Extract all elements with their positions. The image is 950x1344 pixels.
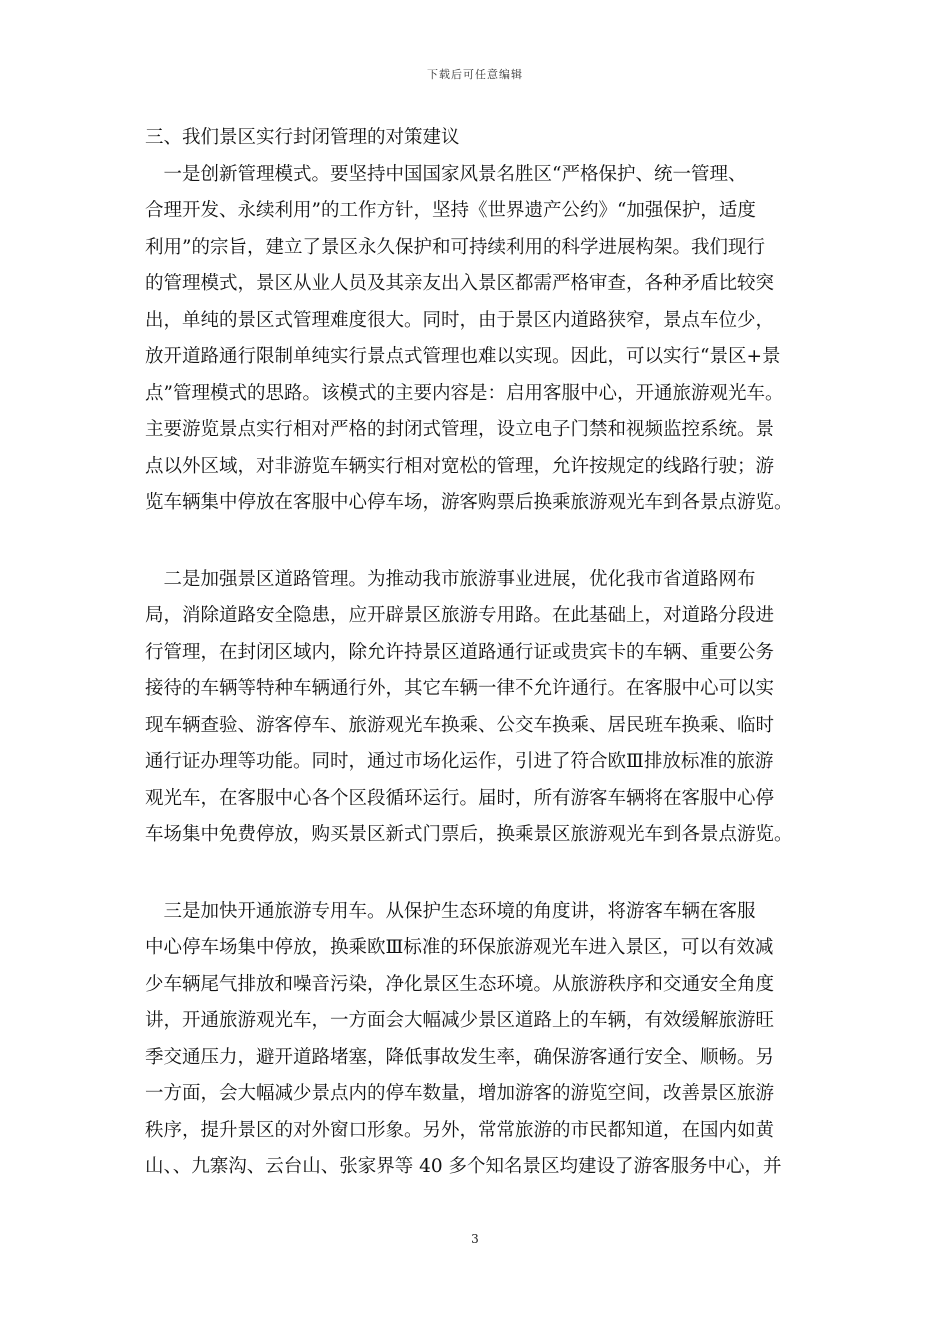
paragraph-line: 通行证办理等功能。同时，通过市场化运作，引进了符合欧Ⅲ排放标准的旅游 [145, 751, 774, 772]
paragraph-3 [145, 894, 825, 1186]
paragraph-line: 利用”的宗旨，建立了景区永久保护和可持续利用的科学进展构架。我们现行 [145, 236, 765, 258]
paragraph-line: 三是加快开通旅游专用车。从保护生态环境的角度讲，将游客车辆在客服 [145, 900, 756, 922]
paragraph-line: 主要游览景点实行相对严格的封闭式管理，设立电子门禁和视频监控系统。景 [145, 419, 775, 440]
paragraph-line: 点”管理模式的思路。该模式的主要内容是：启用客服中心，开通旅游观光车。 [145, 382, 784, 404]
paragraph-line: 少车辆尾气排放和噪音污染，净化景区生态环境。从旅游秩序和交通安全角度 [145, 973, 775, 995]
paragraph-line: 秩序，提升景区的对外窗口形象。另外，常常旅游的市民都知道，在国内如黄 [145, 1119, 775, 1141]
paragraph-line: 中心停车场集中停放，换乘欧Ⅲ标准的环保旅游观光车进入景区，可以有效减 [145, 937, 774, 958]
paragraph-line: 接待的车辆等特种车辆通行外，其它车辆一律不允许通行。在客服中心可以实 [145, 678, 775, 699]
paragraph-line: 出，单纯的景区式管理难度很大。同时，由于景区内道路狭窄，景点车位少， [145, 309, 775, 331]
paragraph-spacer [145, 854, 825, 894]
section-heading: 三、我们景区实行封闭管理的对策建议 [145, 127, 460, 148]
paragraph-line: 放开道路通行限制单纯实行景点式管理也难以实现。因此，可以实行“景区+景 [145, 346, 781, 367]
paragraph-line: 山、、九寨沟、云台山、张家界等 40 多个知名景区均建设了游客服务中心，并 [145, 1156, 782, 1177]
page-number: 3 [471, 1232, 479, 1246]
paragraph-line: 讲，开通旅游观光车，一方面会大幅减少景区道路上的车辆，有效缓解旅游旺 [145, 1010, 775, 1031]
paragraph-line: 二是加强景区道路管理。为推动我市旅游事业进展，优化我市省道路网布 [145, 568, 756, 590]
paragraph-line: 车场集中免费停放，购买景区新式门票后，换乘景区旅游观光车到各景点游览。 [145, 824, 793, 845]
paragraph-line: 现车辆查验、游客停车、旅游观光车换乘、公交车换乘、居民班车换乘、临时 [145, 714, 775, 736]
paragraph-line: 点以外区域，对非游览车辆实行相对宽松的管理，允许按规定的线路行驶；游 [145, 455, 775, 477]
paragraph-line: 的管理模式，景区从业人员及其亲友出入景区都需严格审查，各种矛盾比较突 [145, 273, 775, 294]
paragraph-line: 览车辆集中停放在客服中心停车场，游客购票后换乘旅游观光车到各景点游览。 [145, 492, 793, 513]
paragraph-2 [145, 562, 825, 854]
paragraph-1 [145, 157, 825, 522]
paragraph-line: 一方面，会大幅减少景点内的停车数量，增加游客的游览空间，改善景区旅游 [145, 1083, 775, 1104]
paragraph-line: 季交通压力，避开道路堵塞，降低事故发生率，确保游客通行安全、顺畅。另 [145, 1046, 775, 1068]
paragraph-line: 行管理，在封闭区域内，除允许持景区道路通行证或贵宾卡的车辆、重要公务 [145, 641, 775, 663]
document-body [145, 120, 825, 1186]
page-header-note: 下载后可任意编辑 [427, 68, 523, 81]
paragraph-line: 观光车，在客服中心各个区段循环运行。届时，所有游客车辆将在客服中心停 [145, 787, 775, 809]
paragraph-line: 一是创新管理模式。要坚持中国国家风景名胜区“严格保护、统一管理、 [145, 163, 747, 185]
paragraph-line: 合理开发、永续利用”的工作方针，坚持《世界遗产公约》“加强保护，适度 [145, 200, 756, 221]
paragraph-spacer [145, 522, 825, 562]
paragraph-line: 局，消除道路安全隐患，应开辟景区旅游专用路。在此基础上，对道路分段进 [145, 605, 775, 626]
